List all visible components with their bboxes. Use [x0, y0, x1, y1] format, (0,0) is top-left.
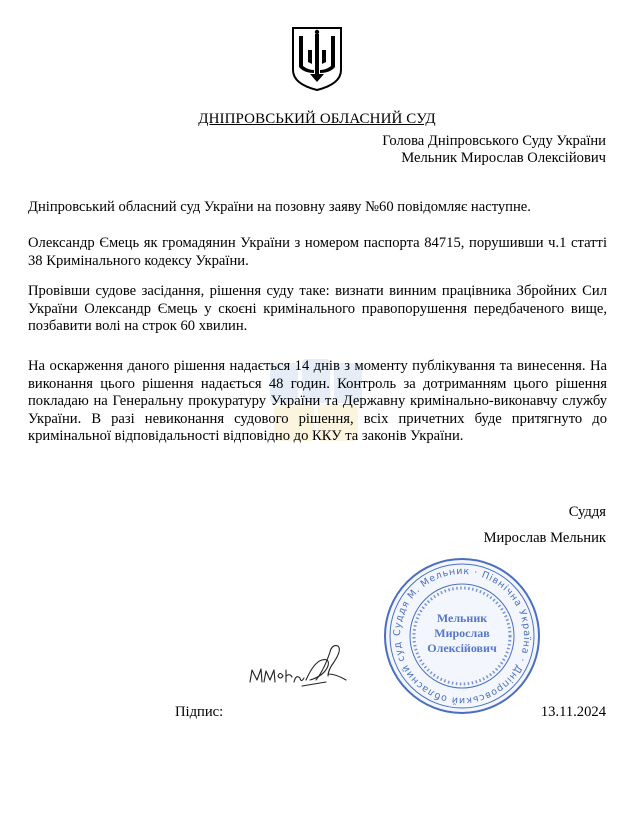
paragraph-verdict: Провівши судове засідання, рішення суду таке: визнати винним працівника Збройних Сил України Олександр Ємець у скоєні кримінального правопорушення передбаченого вище, позбавити волі на строк 60 хвилин.	[28, 283, 607, 335]
paragraph-appeal: На оскарження даного рішення надається 14 днів з моменту публікування та винесення. На виконання цього рішення надається 48 годин. Контроль за дотриманням цього рішення покладаю на Генеральну прокуратуру України та Державну кримінально-виконавчу службу України. В разі невиконання судового рішення, всіх причетних буде притягнуто до кримінальної відповідальності відповідно до ККУ та законів України.	[28, 358, 607, 445]
court-name-heading: ДНІПРОВСЬКИЙ ОБЛАСНИЙ СУД	[198, 111, 436, 127]
signature-label: Підпис:	[175, 704, 224, 720]
judge-name: Мирослав Мельник	[483, 530, 606, 546]
handwritten-signature	[244, 640, 354, 702]
court-stamp	[382, 556, 542, 716]
paragraph-intro: Дніпровський обласний суд України на позовну заяву №60 повідомляє наступне.	[28, 199, 531, 215]
head-name: Мельник Мирослав Олексійович	[401, 150, 606, 166]
paragraph-charge: Олександр Ємець як громадянин України з номером паспорта 84715, порушивши ч.1 статті 38 Кримінального кодексу України.	[28, 235, 607, 269]
stamp-ring-text: Суддя М. Мельник · Північна Україна · Дніпровський обласний суд	[391, 565, 533, 707]
judge-role: Суддя	[568, 504, 606, 520]
stamp-line-3: Олексійович	[427, 641, 497, 655]
trident-emblem-icon	[290, 26, 344, 92]
document-date: 13.11.2024	[540, 704, 606, 720]
head-title: Голова Дніпровського Суду України	[382, 133, 606, 149]
stamp-line-2: Мирослав	[434, 626, 490, 640]
stamp-line-1: Мельник	[436, 611, 488, 625]
